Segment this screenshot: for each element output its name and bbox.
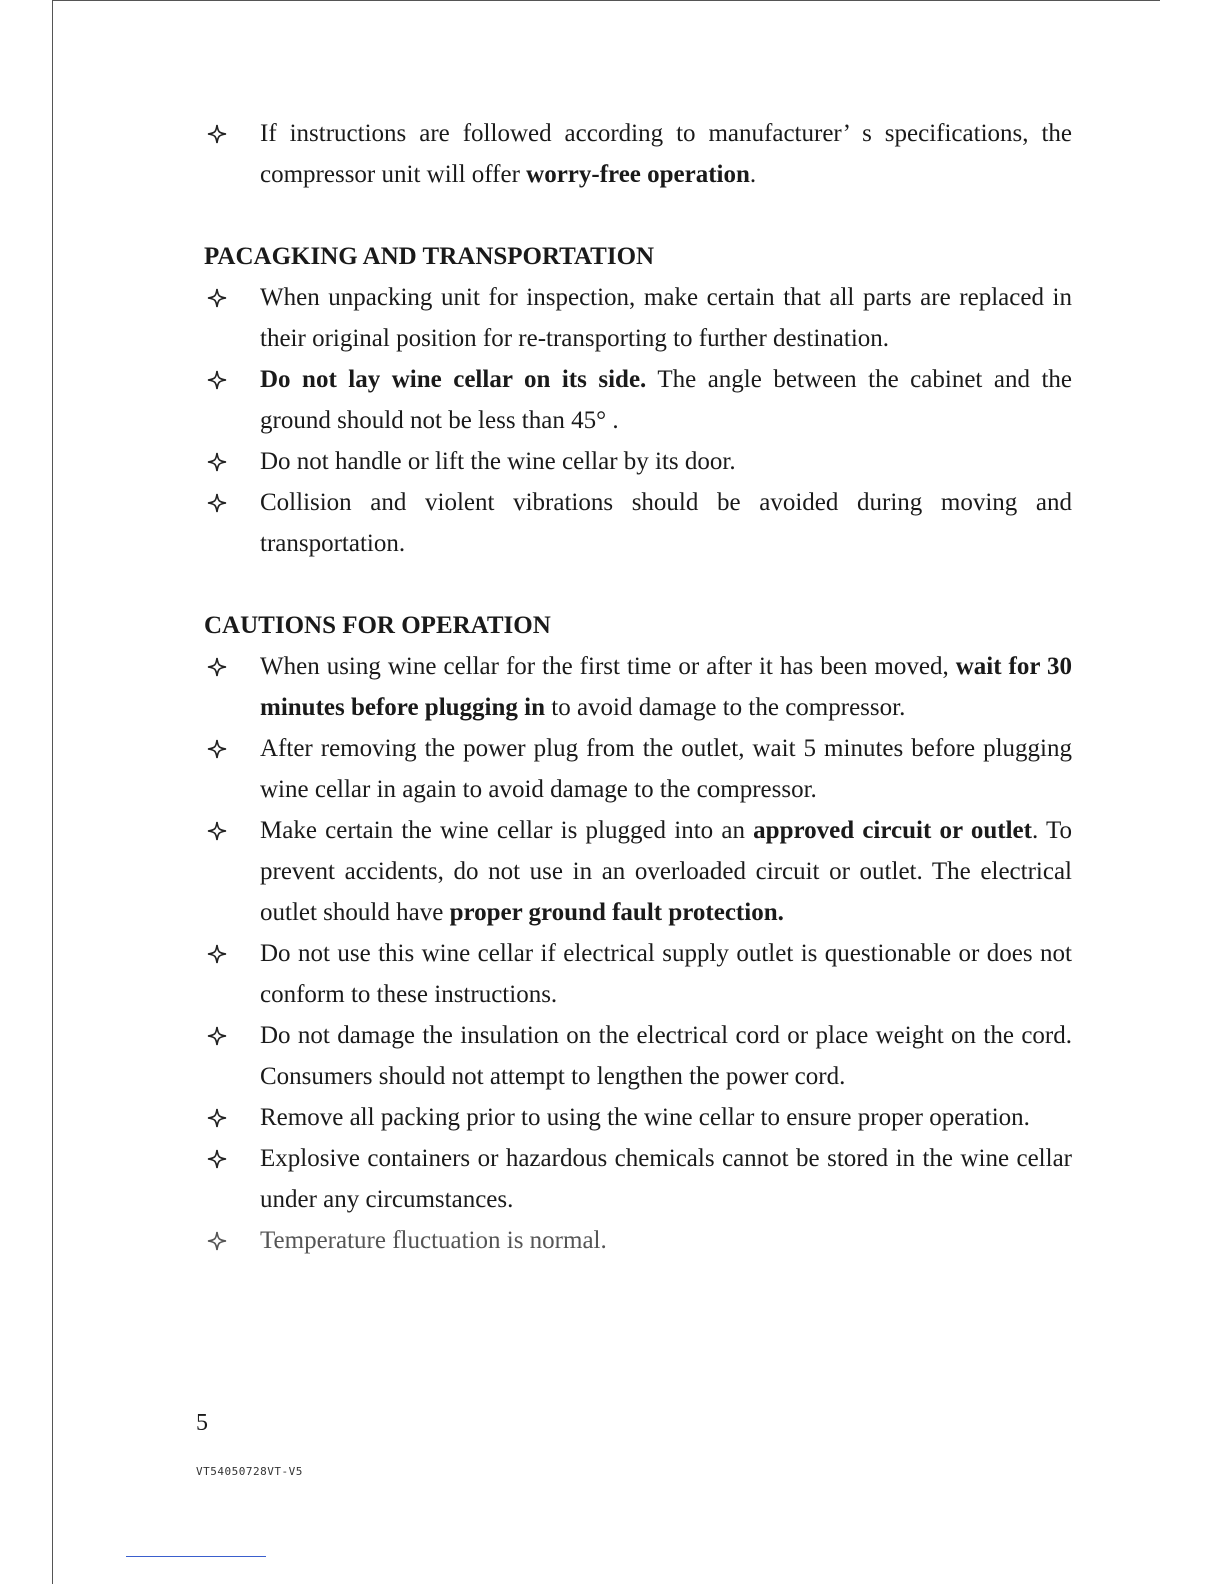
diamond-bullet-icon: [204, 728, 230, 769]
item-text: Make certain the wine cellar is plugged into an: [260, 817, 754, 844]
list-item: [204, 933, 1072, 1015]
diamond-bullet-icon: [204, 113, 230, 154]
item-bold: approved circuit or outlet: [753, 817, 1032, 844]
item-bold: proper ground fault protection.: [449, 899, 784, 926]
list-item: [204, 482, 1072, 564]
section-heading: CAUTIONS FOR OPERATION: [204, 612, 551, 639]
page-number: 5: [196, 1410, 208, 1436]
item-text: The angle between the cabinet and the ground should not be less than 45° .: [260, 366, 1072, 434]
item-bold: Do not lay wine cellar on its side.: [260, 366, 647, 393]
section-heading: PACAGKING AND TRANSPORTATION: [204, 243, 655, 270]
item-text: Temperature fluctuation is normal.: [260, 1227, 607, 1254]
item-text: Do not handle or lift the wine cellar by its door.: [260, 448, 736, 475]
item-bold: wait for 30 minutes before plugging in: [260, 653, 1072, 721]
item-text: Do not damage the insulation on the electrical cord or place weight on the cord. Consumers should not attempt to lengthen the power cord.: [260, 1022, 1072, 1090]
page-border-left: [52, 0, 53, 1584]
list-item: [204, 810, 1072, 933]
list-item: [204, 113, 1072, 195]
document-body: [204, 113, 1072, 1261]
item-text-after: to avoid damage to the compressor.: [545, 694, 906, 721]
diamond-bullet-icon: [204, 933, 230, 974]
item-text: When unpacking unit for inspection, make certain that all parts are replaced in their original position for re-transporting to further destination.: [260, 284, 1072, 352]
diamond-bullet-icon: [204, 1097, 230, 1138]
diamond-bullet-icon: [204, 810, 230, 851]
bottom-edge-mark: [126, 1556, 266, 1557]
diamond-bullet-icon: [204, 277, 230, 318]
item-text: Do not use this wine cellar if electrical supply outlet is questionable or does not conform to these instructions.: [260, 940, 1072, 1008]
list-item: [204, 1015, 1072, 1097]
list-item: [204, 1138, 1072, 1220]
diamond-bullet-icon: [204, 359, 230, 400]
item-text: Remove all packing prior to using the wine cellar to ensure proper operation.: [260, 1104, 1030, 1131]
item-text-mid: . To prevent accidents, do not use in an overloaded circuit or outlet. The electrical outlet should have: [260, 817, 1073, 926]
item-text: Explosive containers or hazardous chemicals cannot be stored in the wine cellar under any circumstances.: [260, 1145, 1072, 1213]
document-code: VT54050728VT-V5: [196, 1465, 303, 1478]
diamond-bullet-icon: [204, 1015, 230, 1056]
list-item: [204, 277, 1072, 359]
diamond-bullet-icon: [204, 1138, 230, 1179]
list-item: [204, 359, 1072, 441]
intro-text: If instructions are followed according to manufacturer’ s specifications, the compressor unit will offer: [260, 120, 1072, 188]
list-item: [204, 1220, 1072, 1261]
item-text: Collision and violent vibrations should be avoided during moving and transportation.: [260, 489, 1072, 557]
intro-text-after: .: [749, 161, 757, 188]
list-item: [204, 646, 1072, 728]
item-text: When using wine cellar for the first time or after it has been moved,: [260, 653, 956, 680]
list-item: [204, 441, 1072, 482]
diamond-bullet-icon: [204, 1220, 230, 1261]
diamond-bullet-icon: [204, 482, 230, 523]
diamond-bullet-icon: [204, 441, 230, 482]
intro-bold: worry-free operation: [526, 161, 750, 188]
list-item: [204, 728, 1072, 810]
list-item: [204, 1097, 1072, 1138]
item-text: After removing the power plug from the outlet, wait 5 minutes before plugging wine cellar in again to avoid damage to the compressor.: [260, 735, 1072, 803]
page-border-top: [52, 0, 1160, 1]
diamond-bullet-icon: [204, 646, 230, 687]
